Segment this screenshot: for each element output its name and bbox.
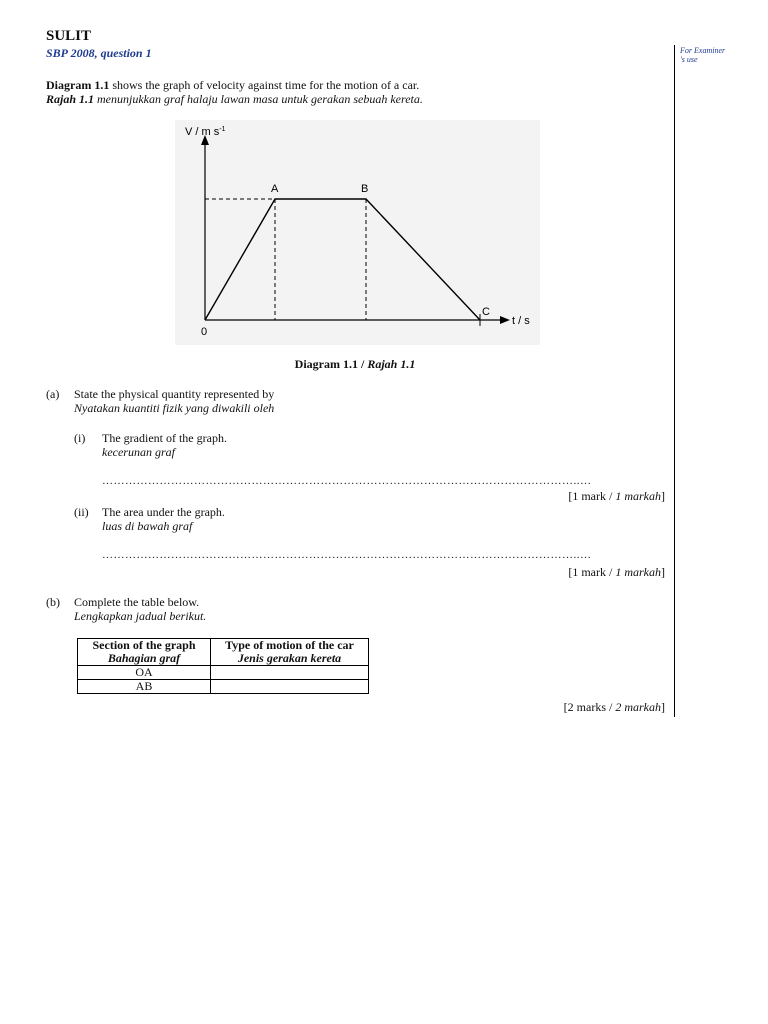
velocity-time-graph (175, 120, 540, 345)
question-b-text-en: Complete the table below. (74, 595, 200, 609)
intro-malay (46, 92, 423, 106)
part-ii-label: (ii) (74, 505, 89, 519)
examiner-use-note: For Examiner 's use (680, 46, 726, 64)
intro-malay-text: menunjukkan graf halaju lawan masa untuk gerakan sebuah kereta. (94, 92, 423, 106)
part-i-text-en: The gradient of the graph. (102, 431, 227, 445)
intro-english-text: shows the graph of velocity against time for the motion of a car. (109, 78, 420, 92)
part-i-text-ms: kecerunan graf (102, 445, 175, 459)
motion-table (77, 638, 369, 694)
part-i-answer-line[interactable]: ……………………………………………………………………………………………………………..… (102, 475, 592, 487)
origin-label: 0 (201, 326, 208, 338)
part-ii-mark: [1 mark / 1 markah] (568, 565, 665, 579)
table-cell-section: OA (78, 666, 211, 680)
caption-english: Diagram 1.1 / (294, 357, 368, 371)
y-axis-label: V / m $s^{-1}$ (185, 126, 226, 138)
point-c-label: C (482, 306, 490, 318)
point-a-label: A (271, 183, 279, 195)
point-b-label: B (361, 183, 369, 195)
question-a-text-en: State the physical quantity represented by (74, 387, 275, 401)
part-i-label: (i) (74, 431, 86, 445)
part-ii-text-en: The area under the graph. (102, 505, 225, 519)
table-row (78, 666, 369, 680)
intro-diagram-ref: Diagram 1.1 (46, 78, 110, 92)
table-header-row (78, 639, 369, 666)
x-axis-label: t / s (512, 315, 530, 327)
question-b-text-ms: Lengkapkan jadual berikut. (74, 609, 207, 623)
examiner-margin-line (674, 45, 675, 717)
table-cell-motion[interactable] (211, 666, 369, 680)
question-a-label: (a) (46, 387, 60, 401)
part-ii-text-ms: luas di bawah graf (102, 519, 193, 533)
question-source: SBP 2008, question 1 (46, 46, 152, 60)
caption-malay: Rajah 1.1 (367, 357, 416, 371)
part-i-mark: [1 mark / 1 markah] (568, 489, 665, 503)
question-b-mark: [2 marks / 2 markah] (563, 700, 665, 714)
table-row (78, 680, 369, 694)
table-header-section: Section of the graph Bahagian graf (78, 639, 211, 666)
table-header-motion: Type of motion of the car Jenis gerakan kereta (211, 639, 369, 666)
page-header-title: SULIT (46, 28, 92, 44)
intro-english (46, 78, 419, 92)
table-cell-section: AB (78, 680, 211, 694)
diagram-caption (0, 357, 710, 371)
table-cell-motion[interactable] (211, 680, 369, 694)
part-ii-answer-line[interactable]: ……………………………………………………………………………………………………………..… (102, 549, 592, 561)
question-a-text-ms: Nyatakan kuantiti fizik yang diwakili oleh (74, 401, 275, 415)
question-b-label: (b) (46, 595, 60, 609)
intro-rajah-ref: Rajah 1.1 (46, 92, 95, 106)
